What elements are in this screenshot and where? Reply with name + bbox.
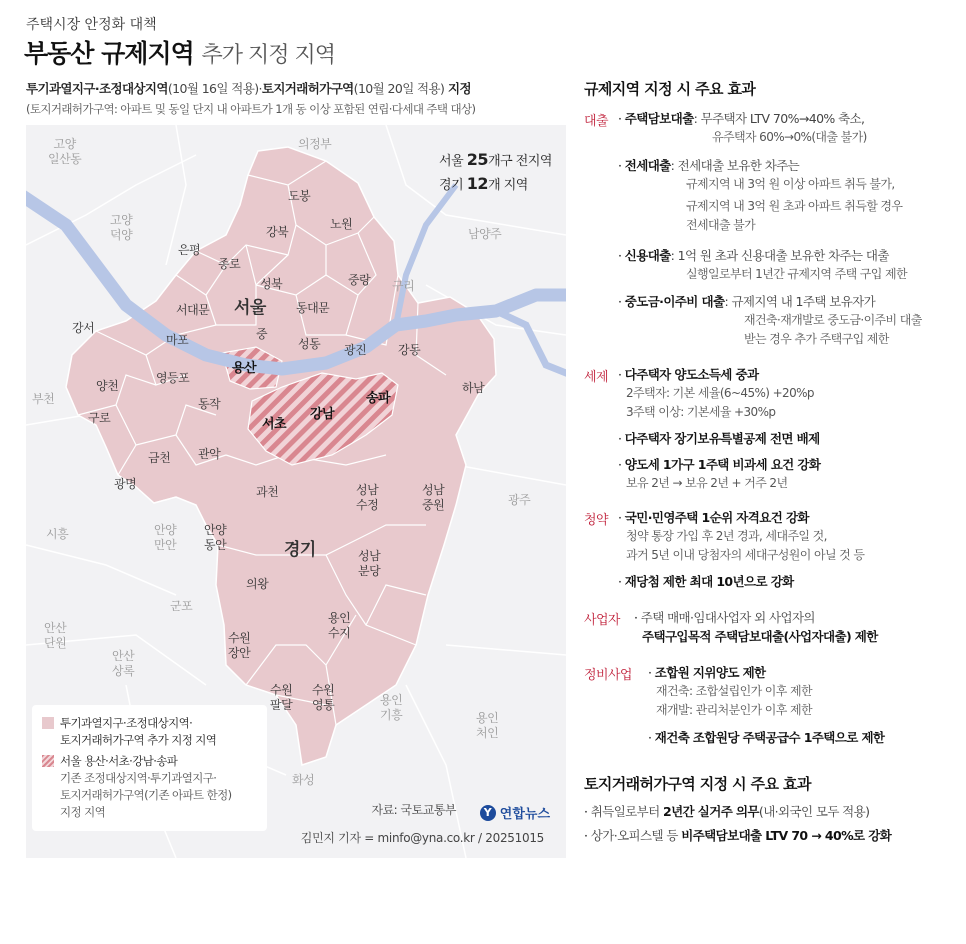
label-seongnam-bundang: 성남 분당 xyxy=(358,549,381,578)
renew-item-transfer: · 조합원 지위양도 제한 xyxy=(648,665,766,680)
biz-item: · 주택 매매·임대사업자 외 사업자의 xyxy=(634,610,815,625)
supertitle: 주택시장 안정화 대책 xyxy=(26,17,157,33)
cat-tax: 세제 xyxy=(584,370,608,385)
legend-item-existing: 서울 용산·서초·강남·송파 기존 조정대상지역·투기과열지구· 토지거래허가구역(기존 아파트 한정) 지정 지역 xyxy=(42,753,257,821)
legend-swatch-hatched xyxy=(42,755,54,767)
title-bold: 부동산 규제지역 xyxy=(24,39,194,68)
label-gangbuk: 강북 xyxy=(266,225,289,239)
label-seoul: 서울 xyxy=(234,298,266,318)
land-title: 토지거래허가구역 지정 시 주요 효과 xyxy=(584,775,811,793)
legend-swatch-plain xyxy=(42,717,54,729)
label-gunpo: 군포 xyxy=(170,599,193,613)
loan-item-interim-sub1: 재건축·재개발로 중도금·이주비 대출 xyxy=(744,313,922,327)
tax-item-cgt-sub1: 2주택자: 기본 세율(6~45%) +20%p xyxy=(626,386,814,400)
label-yeongdeungpo: 영등포 xyxy=(156,371,190,385)
yonhap-logo-icon: Y xyxy=(480,805,496,821)
label-dobong: 도봉 xyxy=(288,189,311,203)
loan-item-jeonse-sub2: 규제지역 내 3억 원 초과 아파트 취득할 경우 xyxy=(686,199,903,213)
label-jung: 중 xyxy=(256,327,268,341)
loan-item-interim-sub2: 받는 경우 추가 주택구입 제한 xyxy=(744,332,889,346)
renew-item-transfer-sub1: 재건축: 조합설립인가 이후 제한 xyxy=(656,684,812,698)
label-gwangmyeong: 광명 xyxy=(114,477,137,491)
label-seongnam-jungwon: 성남 중원 xyxy=(422,483,445,512)
yonhap-logo: Y 연합뉴스 xyxy=(480,803,550,822)
label-gangseo: 강서 xyxy=(72,321,95,335)
label-suwon-paldal: 수원 팔달 xyxy=(270,683,293,712)
label-yongin-giheung: 용인 기흥 xyxy=(380,693,403,722)
label-guro: 구로 xyxy=(88,411,111,425)
label-yangcheon: 양천 xyxy=(96,379,119,393)
effects-title: 규제지역 지정 시 주요 효과 xyxy=(584,80,756,98)
designation-note: (토지거래허가구역: 아파트 및 동일 단지 내 아파트가 1개 동 이상 포함된 연립·다세대 주택 대상) xyxy=(26,102,476,116)
label-hanam: 하남 xyxy=(462,381,485,395)
label-gwangju: 광주 xyxy=(508,493,531,507)
label-mapo: 마포 xyxy=(166,333,189,347)
tax-item-cgt: · 다주택자 양도소득세 중과 xyxy=(618,367,759,382)
label-bucheon: 부천 xyxy=(32,392,55,406)
loan-item-credit: · 신용대출: 1억 원 초과 신용대출 보유한 차주는 대출 xyxy=(618,248,889,263)
label-nowon: 노원 xyxy=(330,217,353,231)
label-jongno: 종로 xyxy=(218,257,241,271)
label-suwon-jangan: 수원 장안 xyxy=(228,631,251,660)
cat-subscription: 청약 xyxy=(584,513,608,528)
map-panel xyxy=(26,125,566,858)
label-dongdaemun: 동대문 xyxy=(296,301,330,315)
loan-item-interim: · 중도금·이주비 대출: 규제지역 내 1주택 보유자가 xyxy=(618,294,876,309)
label-seongbuk: 성북 xyxy=(260,277,283,291)
label-ansan-sangnok: 안산 상록 xyxy=(112,649,135,678)
label-eunpyeong: 은평 xyxy=(178,243,201,257)
tax-item-exempt-sub: 보유 2년 → 보유 2년 + 거주 2년 xyxy=(626,476,788,490)
label-yongsan: 용산 xyxy=(232,361,257,376)
renew-item-transfer-sub2: 재개발: 관리처분인가 이후 제한 xyxy=(656,703,812,717)
label-goyang-ilsan: 고양 일산동 xyxy=(48,137,82,166)
credit-line: 김민지 기자 = minfo@yna.co.kr / 20251015 xyxy=(300,831,544,845)
land-item-ltv: · 상가·오피스텔 등 비주택담보대출 LTV 70 → 40%로 강화 xyxy=(584,828,892,843)
label-ansan-danwon: 안산 단원 xyxy=(44,621,67,650)
loan-item-mortgage-sub: 유주택자 60%→0%(대출 불가) xyxy=(712,130,867,144)
label-anyang-dongan: 안양 동안 xyxy=(204,523,227,552)
label-seodaemun: 서대문 xyxy=(176,303,210,317)
label-songpa: 송파 xyxy=(366,391,391,406)
label-seongdong: 성동 xyxy=(298,337,321,351)
loan-item-jeonse-sub3: 전세대출 불가 xyxy=(686,218,756,232)
label-gwanak: 관악 xyxy=(198,447,221,461)
tax-item-ltd: · 다주택자 장기보유특별공제 전면 배제 xyxy=(618,431,820,446)
cat-loan: 대출 xyxy=(584,114,608,129)
title-rest: 추가 지정 지역 xyxy=(201,43,335,68)
label-yongin-cheoin: 용인 처인 xyxy=(476,711,499,740)
label-jungnang: 중랑 xyxy=(348,273,371,287)
cat-business: 사업자 xyxy=(584,613,620,628)
label-anyang-manan: 안양 만안 xyxy=(154,523,177,552)
label-seongnam-sujeong: 성남 수정 xyxy=(356,483,379,512)
map-legend xyxy=(32,705,267,831)
designation-line: 투기과열지구·조정대상지역(10월 16일 적용)·토지거래허가구역(10월 20일 적용) 지정 xyxy=(26,81,471,96)
loan-item-credit-sub: 실행일로부터 1년간 규제지역 주택 구입 제한 xyxy=(686,267,907,281)
sub-item-first-sub2: 과거 5년 이내 당첨자의 세대구성원이 아닐 것 등 xyxy=(626,548,865,562)
sub-item-first-sub1: 청약 통장 가입 후 2년 경과, 세대주일 것, xyxy=(626,529,827,543)
label-hwaseong: 화성 xyxy=(292,773,315,787)
sub-item-first: · 국민·민영주택 1순위 자격요건 강화 xyxy=(618,510,809,525)
loan-item-mortgage: · 주택담보대출: 무주택자 LTV 70%→40% 축소, xyxy=(618,111,865,126)
region-count: 서울 25개구 전지역 경기 12개 지역 xyxy=(439,150,552,193)
label-yongin-suji: 용인 수지 xyxy=(328,611,351,640)
loan-item-jeonse: · 전세대출: 전세대출 보유한 차주는 xyxy=(618,158,800,173)
biz-item-sub: 주택구입목적 주택담보대출(사업자대출) 제한 xyxy=(642,629,878,644)
land-item-residence: · 취득일로부터 2년간 실거주 의무(내·외국인 모두 적용) xyxy=(584,804,870,819)
cat-renewal: 정비사업 xyxy=(584,668,632,683)
page-title xyxy=(24,34,335,70)
tax-item-cgt-sub2: 3주택 이상: 기본세율 +30%p xyxy=(626,405,776,419)
renew-item-supply: · 재건축 조합원당 주택공급수 1주택으로 제한 xyxy=(648,730,885,745)
sub-item-rewin: · 재당첨 제한 최대 10년으로 강화 xyxy=(618,574,794,589)
tax-item-exempt: · 양도세 1가구 1주택 비과세 요건 강화 xyxy=(618,457,821,472)
label-uiwang: 의왕 xyxy=(246,577,269,591)
label-geumcheon: 금천 xyxy=(148,451,171,465)
legend-item-new: 투기과열지구·조정대상지역· 토지거래허가구역 추가 지정 지역 xyxy=(42,715,257,749)
label-goyang-deogyang: 고양 덕양 xyxy=(110,213,133,242)
label-gyeonggi: 경기 xyxy=(284,540,316,560)
source-note: 자료: 국토교통부 xyxy=(371,803,456,817)
label-dongjak: 동작 xyxy=(198,397,221,411)
label-gangdong: 강동 xyxy=(398,343,421,357)
label-gwacheon: 과천 xyxy=(256,485,279,499)
label-guri: 구리 xyxy=(392,279,415,293)
label-suwon-yeongtong: 수원 영통 xyxy=(312,683,335,712)
label-uijeongbu: 의정부 xyxy=(298,137,332,151)
label-siheung: 시흥 xyxy=(46,527,69,541)
label-seocho: 서초 xyxy=(262,417,287,432)
label-gangnam: 강남 xyxy=(310,407,335,422)
label-gwangjin: 광진 xyxy=(344,343,367,357)
loan-item-jeonse-sub1: 규제지역 내 3억 원 이상 아파트 취득 불가, xyxy=(686,177,895,191)
label-namyangju: 남양주 xyxy=(468,227,502,241)
